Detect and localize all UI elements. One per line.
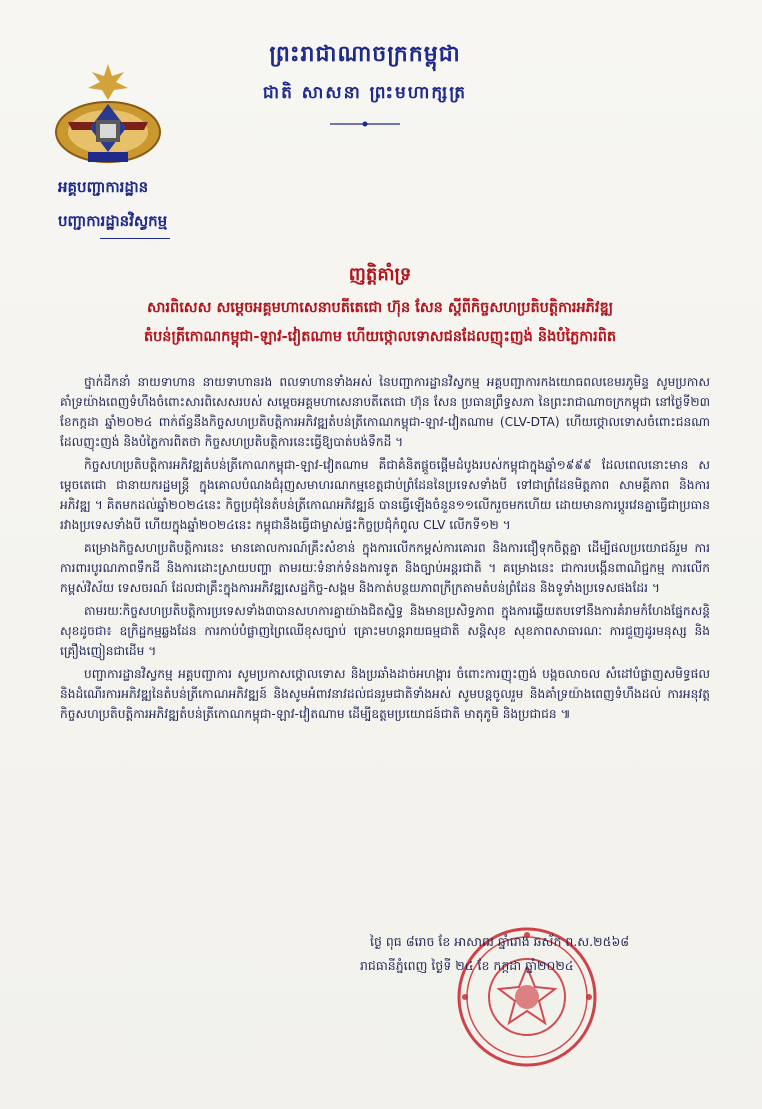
kingdom-title: ព្រះរាជាណាចក្រកម្ពុជា [269,42,461,67]
document-body [60,372,710,727]
heading-subtitle-1: សារពិសេស សម្តេចអគ្គមហាសេនាបតីតេជោ ហ៊ុន សែន ស្តីពីកិច្ចសហប្រតិបត្តិការអភិវឌ្ឍ [146,300,614,316]
paragraph-2: កិច្ចសហប្រតិបត្តិការអភិវឌ្ឍតំបន់ត្រីកោណកម្ពុជា-ឡាវ-វៀតណាម គឺជាគំនិតផ្តួចផ្តើមដំបូងរបស់កម្ពុជាក្នុងឆ្នាំ១៩៩៩ ដែលពេលនោះមាន សម្តេចតេជោ ជានាយករដ្ឋមន្ត្រី ក្នុងគោលបំណងជំរុញសមាហរណកម្មខេត្តជាប់ព្រំដែននៃប្រទេសទាំងបី ទៅជាព្រំដែនមិត្តភាព សាមគ្គីភាព និងការអភិវឌ្ឍ ។ គិតមកដល់ឆ្នាំ២០២៤នេះ កិច្ចប្រជុំនៃតំបន់ត្រីកោណអភិវឌ្ឍន៍ បានធ្វើឡើងចំនួន១១លើករួចមកហើយ ដោយមានការប្តូរវេនគ្នាធ្វើជាប្រធាន រវាងប្រទេសទាំងបី ហើយក្នុងឆ្នាំ២០២៤នេះ កម្ពុជានឹងធ្វើជាម្ចាស់ផ្ទះកិច្ចប្រជុំកំពូល CLV លើកទី១២ ។ [60,458,710,532]
organization-block [58,178,167,234]
ornament-divider [325,119,405,129]
document-heading [40,262,720,349]
org-line-1: អគ្គបញ្ជាការដ្ឋាន [58,178,149,196]
solar-date: រាជធានីភ្នំពេញ ថ្ងៃទី ២៤ ខែ កក្កដា ឆ្នាំ២០២៤ [360,958,574,973]
org-underline [100,238,170,239]
date-block [360,930,720,978]
paragraph-4: តាមរយៈកិច្ចសហប្រតិបត្តិការប្រទេសទាំង៣បានសហការគ្នាយ៉ាងជិតស្និទ្ធ និងមានប្រសិទ្ធភាព ក្នុងការឆ្លើយតបទៅនឹងការគំរាមកំហែងផ្នែកសន្តិសុខដូចជា៖ ឧក្រិដ្ឋកម្មឆ្លងដែន ការកាប់បំផ្លាញព្រៃឈើខុសច្បាប់ គ្រោះមហន្តរាយធម្មជាតិ សន្តិសុខ សុខភាពសាធារណៈ ការជួញដូរមនុស្ស និងគ្រឿងញៀនជាដើម ។ [60,604,710,658]
kingdom-motto: ជាតិ សាសនា ព្រះមហាក្សត្រ [262,83,468,103]
engineering-emblem-logo [48,64,168,174]
paragraph-5: បញ្ជាការដ្ឋានវិស្វកម្ម អគ្គបញ្ជាការ សូមប្រកាសថ្កោលទោស និងប្រឆាំងដាច់អហង្ការ ចំពោះការញុះញង់ បង្កចលាចល សំដៅបំផ្លាញសមិទ្ធផល និងដំណើរការអភិវឌ្ឍនៃតំបន់ត្រីកោណអភិវឌ្ឍន៍ និងសូមអំពាវនាវដល់ជនរួមជាតិទាំងអស់ សូមបន្តចូលរួម និងគាំទ្រយ៉ាងពេញទំហឹងដល់ ការអនុវត្តកិច្ចសហប្រតិបត្តិការអភិវឌ្ឍតំបន់ត្រីកោណកម្ពុជា-ឡាវ-វៀតណាម ដើម្បីឧត្តមប្រយោជន៍ជាតិ មាតុភូមិ និងប្រជាជន ៕ [60,667,710,721]
lunar-date: ថ្ងៃ ពុធ ៨រោច ខែ អាសាឍ ឆ្នាំរោង ឆស័ក ព.ស.២៥៦៨ [370,934,630,949]
org-line-2: បញ្ជាការដ្ឋានវិស្វកម្ម [58,212,168,230]
heading-subtitle-2: តំបន់ត្រីកោណកម្ពុជា-ឡាវ-វៀតណាម ហើយថ្កោលទោសជនដែលញុះញង់ និងបំភ្លៃការពិត [143,329,617,345]
paragraph-3: គម្រោងកិច្ចសហប្រតិបត្តិការនេះ មានគោលការណ៍គ្រឹះសំខាន់ ក្នុងការលើកកម្ពស់ការគោរព និងការជឿទុកចិត្តគ្នា ដើម្បីផលប្រយោជន៍រួម ការការពារបូរណភាពទឹកដី និងការដោះស្រាយបញ្ហា តាមរយៈទំនាក់ទំនងការទូត និងច្បាប់អន្តរជាតិ ។ គម្រោងនេះ ជាការបង្កើនពាណិជ្ជកម្ម ការលើកកម្ពស់វិស័យ ទេសចរណ៍ ដែលជាគ្រឹះក្នុងការអភិវឌ្ឍសេដ្ឋកិច្ច-សង្គម និងកាត់បន្ថយភាពក្រីក្រតាមតំបន់ព្រំដែន និងទូទាំងប្រទេសផងដែរ ។ [60,541,710,595]
paragraph-1: ថ្នាក់ដឹកនាំ នាយទាហាន នាយទាហានរង ពលទាហានទាំងអស់ នៃបញ្ជាការដ្ឋានវិស្វកម្ម អគ្គបញ្ជាការកងយោធពលខេមរភូមិន្ទ សូមប្រកាសគាំទ្រយ៉ាងពេញទំហឹងចំពោះសារពិសេសរបស់ សម្តេចអគ្គមហាសេនាបតីតេជោ ហ៊ុន សែន ប្រធានព្រឹទ្ធសភា នៃព្រះរាជាណាចក្រកម្ពុជា នៅថ្ងៃទី២៣ ខែកក្កដា ឆ្នាំ២០២៤ ពាក់ព័ន្ធនឹងកិច្ចសហប្រតិបត្តិការអភិវឌ្ឍតំបន់ត្រីកោណកម្ពុជា-ឡាវ-វៀតណាម (CLV-DTA) ហើយថ្កោលទោសចំពោះជនណា ដែលញុះញង់ និងបំភ្លៃការពិតថា កិច្ចសហប្រតិបត្តិការនេះធ្វើឱ្យបាត់បង់ទឹកដី ។ [60,375,710,449]
kingdom-header [230,40,500,133]
heading-title: ញត្តិគាំទ្រ [348,264,412,285]
